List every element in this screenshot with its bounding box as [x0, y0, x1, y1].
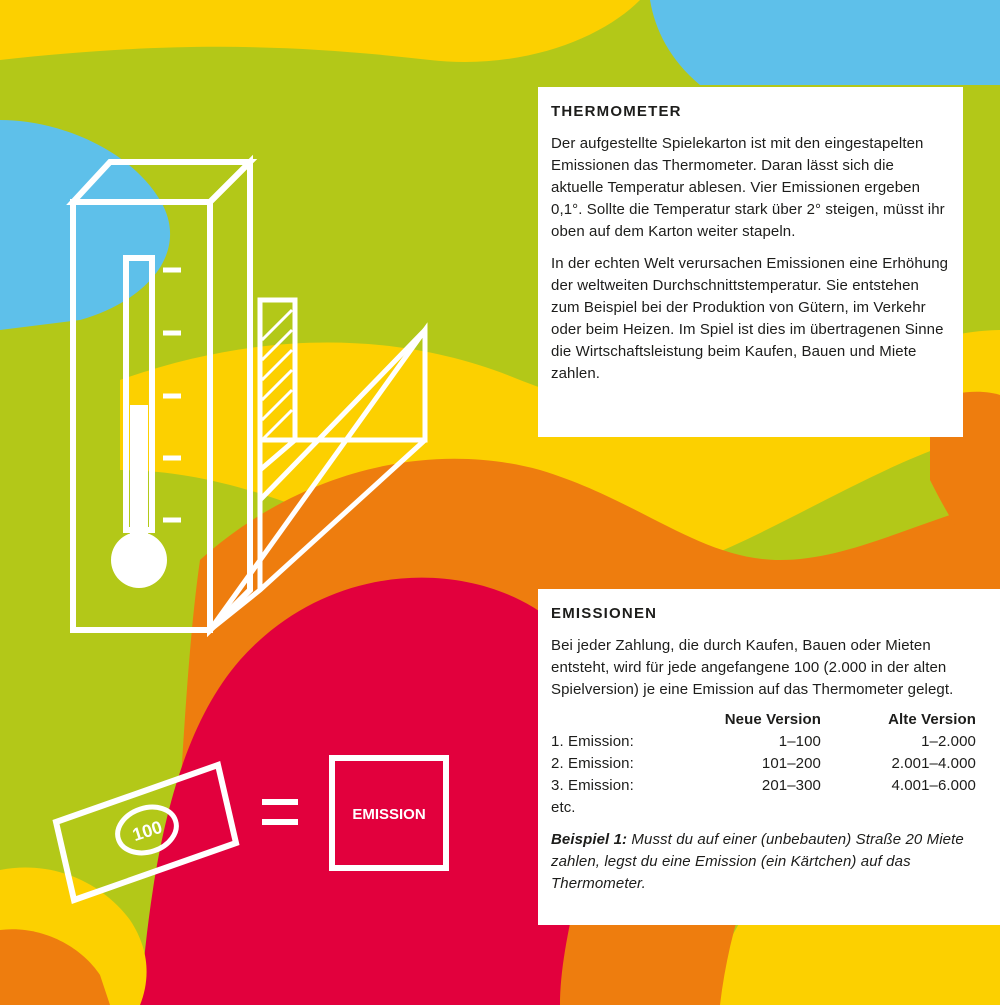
emission-table-header [551, 709, 976, 731]
table-row [551, 731, 976, 753]
row-new-range: 101–200 [761, 755, 821, 772]
example-label: Beispiel 1: [551, 831, 628, 848]
table-row [551, 775, 976, 797]
emission-table-header-cell [551, 709, 681, 731]
table-row [551, 753, 976, 775]
emissionen-title: EMISSIONEN [551, 605, 658, 622]
thermometer-info-card [538, 87, 963, 437]
game-box-thermometer-illustration [73, 162, 425, 630]
emission-table-header-new: Neue Version [724, 711, 821, 728]
row-old-range: 4.001–6.000 [891, 777, 976, 794]
thermometer-paragraph-1: Der aufgestellte Spielekarton ist mit den eingestapelten Emissionen das Thermometer. Daran lässt sich die aktuelle Temperatur ablesen. Vier Emissionen ergeben 0,1°. Sollte die Temperatur stark über 2° steigen, müsst ihr oben auf dem Karton weiter stapeln. [551, 135, 945, 240]
emission-chip-label: EMISSION [352, 806, 426, 823]
row-label: 1. Emission: [551, 733, 634, 750]
equals-sign [262, 802, 298, 822]
example-text-block [551, 829, 986, 895]
row-old-range: 2.001–4.000 [891, 755, 976, 772]
banknote-illustration [56, 765, 236, 900]
emission-table [551, 709, 976, 819]
emissionen-info-card [538, 589, 1000, 925]
emissionen-paragraph: Bei jeder Zahlung, die durch Kaufen, Bauen oder Mieten entsteht, wird für jede angefangene 100 (2.000 in der alten Spielversion) je eine Emission auf das Thermometer gelegt. [551, 637, 954, 698]
banknote-value: 100 [129, 816, 165, 846]
row-label: 3. Emission: [551, 777, 634, 794]
row-label: 2. Emission: [551, 755, 634, 772]
emission-chip-illustration [332, 758, 446, 868]
row-new-range: 201–300 [761, 777, 821, 794]
emission-table-header-old: Alte Version [888, 711, 976, 728]
row-old-range: 1–2.000 [921, 733, 976, 750]
example-text: Musst du auf einer (unbebauten) Straße 20 Miete zahlen, legst du eine Emission (ein Kärtchen) auf das Thermometer. [551, 831, 964, 892]
table-etc: etc. [551, 799, 576, 816]
thermometer-paragraph-2: In der echten Welt verursachen Emissionen eine Erhöhung der weltweiten Durchschnittstemperatur. Sie entstehen zum Beispiel bei der Produktion von Gütern, im Verkehr oder beim Heizen. Im Spiel ist dies im übertragenen Sinne die Wirtschaftsleistung beim Kaufen, Bauen und Miete zahlen. [551, 255, 949, 382]
thermometer-title: THERMOMETER [551, 103, 682, 120]
table-row [551, 797, 976, 819]
row-new-range: 1–100 [778, 733, 821, 750]
